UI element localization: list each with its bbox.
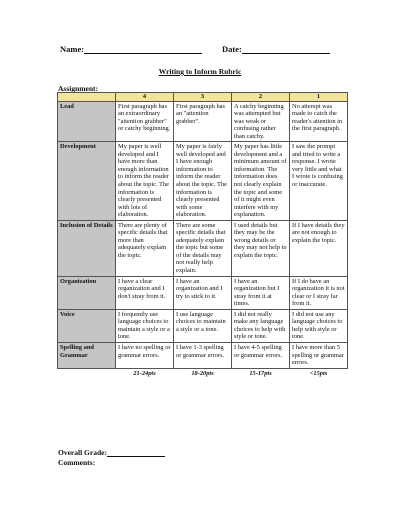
criteria-cell: I have 4-5 spelling or grammar errors. [232, 342, 290, 368]
criteria-cell: I have an organization and I try to stick to it. [174, 276, 232, 309]
criteria-cell: I did not use any language choices to help with style or tone. [290, 309, 348, 342]
criteria-cell: I used details but they may be the wrong details or they may not help to explain the topic. [232, 220, 290, 276]
row-label: Inclusion of Details [58, 220, 116, 276]
criteria-cell: There are plenty of specific details that more than adequately explain the topic. [116, 220, 174, 276]
criteria-cell: My paper is well developed and I have more than enough information to inform the reader about the topic. The information is clearly presented with lots of elaboration. [116, 142, 174, 220]
criteria-cell: I did not really make any language choices to help with style or tone. [232, 309, 290, 342]
points-4: 21-24pts [133, 369, 156, 377]
criteria-cell: I have more than 5 spelling or grammar errors. [290, 342, 348, 368]
criteria-cell: A catchy beginning was attempted but was weak or confusing rather than catchy. [232, 101, 290, 142]
row-label: Voice [58, 309, 116, 342]
row-label: Spelling and Grammar [58, 342, 116, 368]
name-field [60, 44, 202, 54]
criteria-cell: First paragraph has an "attention grabber". [174, 101, 232, 142]
score-header-1: 1 [290, 93, 348, 102]
criteria-cell: My paper has little development and a minimum amount of information. The information does not clearly explain the topic and some of it might even interfere with my explanation. [232, 142, 290, 220]
score-header-2: 2 [232, 93, 290, 102]
rubric-row-details [58, 220, 348, 276]
criteria-cell: I have 1-3 spelling or grammar errors. [174, 342, 232, 368]
points-1: <15pts [309, 369, 328, 377]
date-blank [242, 45, 330, 54]
score-header-3: 3 [174, 93, 232, 102]
points-2: 15-17pts [249, 369, 272, 377]
criteria-cell: First paragraph has an extraordinary "attention grabber" or catchy beginning. [116, 101, 174, 142]
overall-grade-label: Overall Grade: [58, 448, 107, 457]
rubric-row-lead [58, 101, 348, 142]
comments-label: Comments: [58, 458, 96, 467]
points-row [58, 368, 348, 378]
criteria-cell: No attempt was made to catch the reader's attention in the first paragraph. [290, 101, 348, 142]
criteria-cell: I have a clear organization and I don't stray from it. [116, 276, 174, 309]
criteria-cell: There are some specific details that adequately explain the topic but some of the details may not really help explain. [174, 220, 232, 276]
rubric-row-development [58, 142, 348, 220]
criteria-cell: If I do have an organization it is not clear or I stray far from it. [290, 276, 348, 309]
criteria-cell: I have an organization but I stray from it at times. [232, 276, 290, 309]
row-label: Organization [58, 276, 116, 309]
rubric-title: Writing to Inform Rubric [158, 67, 242, 76]
assignment-label: Assignment: [58, 84, 99, 93]
name-label: Name: [60, 44, 85, 54]
date-field [222, 44, 330, 54]
rubric-row-spelling [58, 342, 348, 368]
overall-grade-field [58, 448, 165, 457]
points-blank-cell [58, 368, 116, 378]
criteria-cell: I have no spelling or grammar errors. [116, 342, 174, 368]
overall-grade-blank [107, 448, 165, 457]
row-label: Lead [58, 101, 116, 142]
date-label: Date: [222, 44, 242, 54]
row-label: Development [58, 142, 116, 220]
name-blank [84, 45, 202, 54]
criteria-cell: I use language choices to maintain a style or a tone. [174, 309, 232, 342]
criteria-cell: I saw the prompt and tried to write a response. I wrote very little and what I wrote is confusing or inaccurate. [290, 142, 348, 220]
rubric-row-voice [58, 309, 348, 342]
rubric-row-organization [58, 276, 348, 309]
score-header-row [58, 93, 348, 102]
criteria-cell: I frequently use language choices to maintain a style or a tone. [116, 309, 174, 342]
criteria-cell: If I have details they are not enough to explain the topic. [290, 220, 348, 276]
points-3: 18-20pts [191, 369, 214, 377]
criteria-cell: My paper is fairly well developed and I have enough information to inform the reader about the topic. The information is clearly presented with some elaboration. [174, 142, 232, 220]
score-header-4: 4 [116, 93, 174, 102]
rubric-table [57, 92, 348, 378]
header-blank-cell [58, 93, 116, 102]
